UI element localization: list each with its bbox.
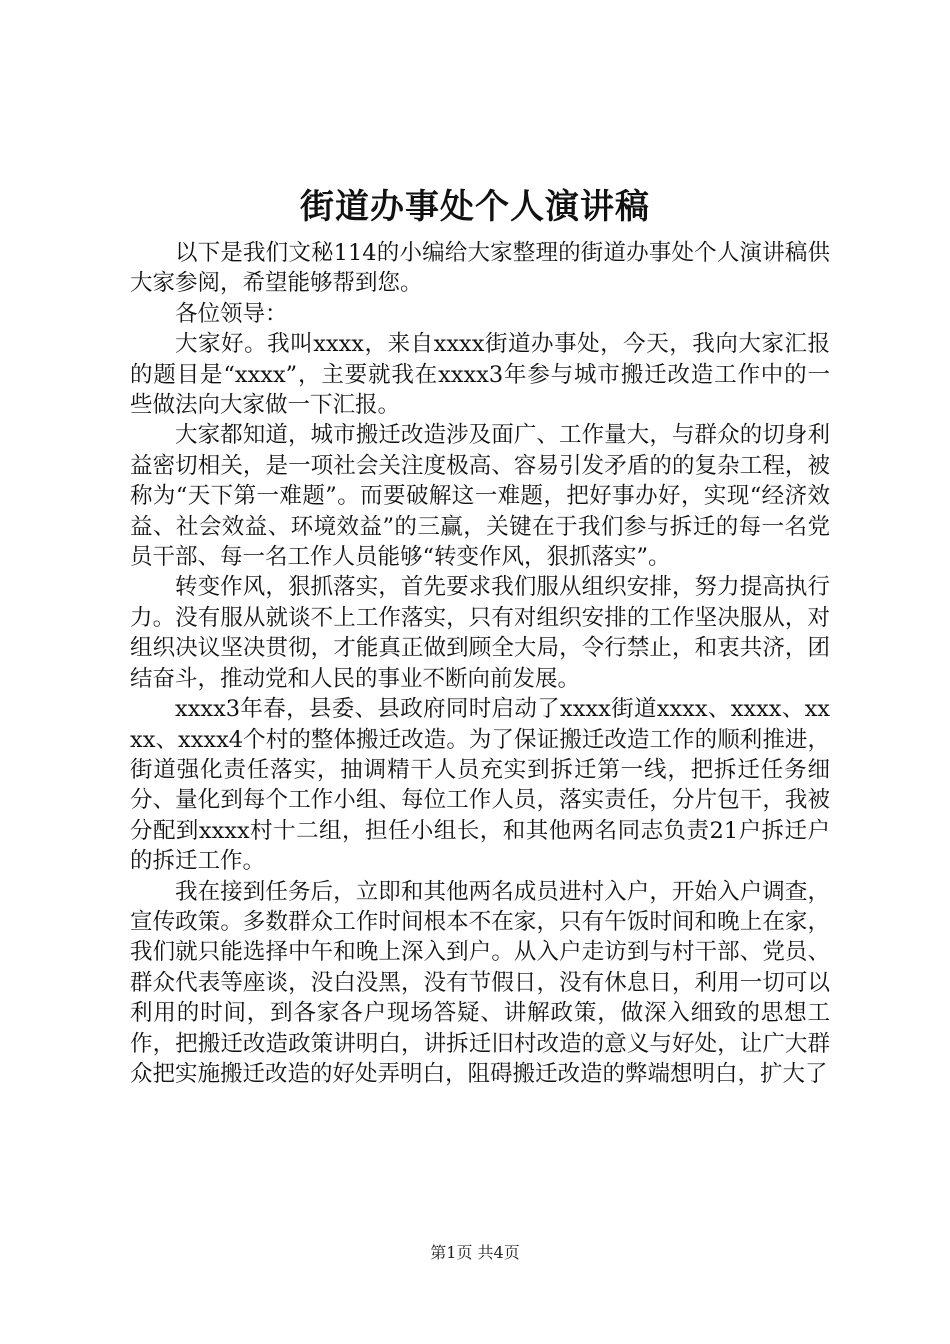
paragraph-background: 大家都知道，城市搬迁改造涉及面广、工作量大，与群众的切身利益密切相关，是一项社会关注度极高、容易引发矛盾的的复杂工程，被称为“天下第一难题”。而要破解这一难题，把好事办好，实现“经济效益、社会效益、环境效益”的三赢，关键在于我们参与拆迁的每一名党员干部、每一名工作人员能够“转变作风，狠抓落实”。 [130, 422, 830, 571]
paragraph-fieldwork: 我在接到任务后，立即和其他两名成员进村入户，开始入户调查，宣传政策。多数群众工作时间根本不在家，只有午饭时间和晚上在家，我们就只能选择中午和晚上深入到户。从入户走访到与村干部、党员、群众代表等座谈，没白没黑，没有节假日，没有休息日，利用一切可以利用的时间，到各家各户现场答疑、讲解政策，做深入细致的思想工作，把搬迁改造政策讲明白，讲拆迁旧村改造的意义与好处，让广大群众把实施搬迁改造的好处弄明白，阻碍搬迁改造的弊端想明白，扩大了 [130, 878, 830, 1087]
paragraph-project: xxxx3年春，县委、县政府同时启动了xxxx街道xxxx、xxxx、xxxx、xxxx4个村的整体搬迁改造。为了保证搬迁改造工作的顺利推进，街道强化责任落实，抽调精干人员充实到拆迁第一线，把拆迁任务细分、量化到每个工作小组、每位工作人员，落实责任，分片包干，我被分配到xxxx村十二组，担任小组长，和其他两名同志负责21户拆迁户的拆迁工作。 [130, 696, 830, 875]
document-body [130, 238, 830, 1089]
document-title: 街道办事处个人演讲稿 [300, 187, 650, 227]
paragraph-salutation: 各位领导： [175, 300, 288, 327]
paragraph-greeting: 大家好。我叫xxxx，来自xxxx街道办事处，今天，我向大家汇报的题目是“xxxx”，主要就我在xxxx3年参与城市搬迁改造工作中的一些做法向大家做一下汇报。 [130, 331, 830, 419]
page-number-footer: 第1页 共4页 [430, 1243, 520, 1262]
paragraph-intro: 以下是我们文秘114的小编给大家整理的街道办事处个人演讲稿供大家参阅，希望能够帮到您。 [130, 240, 830, 297]
paragraph-obedience: 转变作风，狠抓落实，首先要求我们服从组织安排，努力提高执行力。没有服从就谈不上工作落实，只有对组织安排的工作坚决服从，对组织决议坚决贯彻，才能真正做到顾全大局，令行禁止，和衷共济，团结奋斗，推动党和人民的事业不断向前发展。 [130, 574, 830, 692]
